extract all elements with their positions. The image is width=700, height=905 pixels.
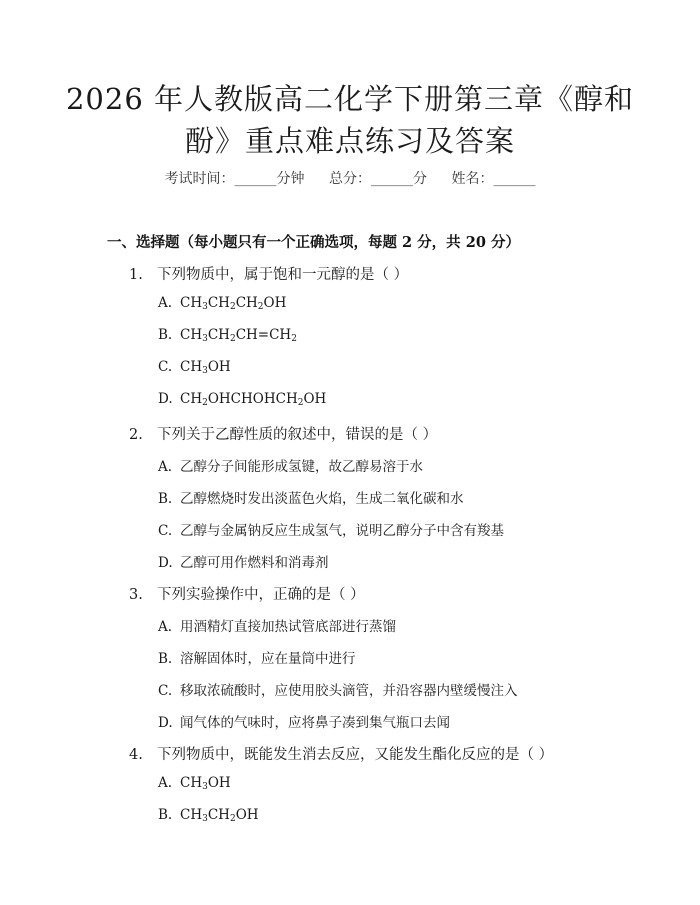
q3-option-d bbox=[158, 711, 450, 731]
option-letter: C. bbox=[158, 523, 173, 539]
option-formula: $CH_3CH_2CH_2OH$ bbox=[180, 295, 287, 312]
option-letter: A. bbox=[158, 295, 173, 311]
q4-option-b bbox=[158, 807, 259, 823]
title-line-1: 2026 年人教版高二化学下册第三章《醇和 bbox=[65, 82, 635, 116]
option-letter: D. bbox=[158, 555, 173, 571]
option-formula: $CH_3CH_2OH$ bbox=[180, 807, 259, 824]
option-text: 乙醇燃烧时发出淡蓝色火焰，生成二氧化碳和水 bbox=[180, 491, 464, 507]
title-line-2: 酚》重点难点练习及答案 bbox=[184, 124, 515, 158]
option-letter: B. bbox=[158, 651, 173, 667]
option-letter: A. bbox=[158, 775, 173, 791]
option-letter: B. bbox=[158, 491, 173, 507]
question-text: 下列物质中，既能发生消去反应，又能发生酯化反应的是（ ） bbox=[157, 747, 554, 763]
question-text: 下列实验操作中，正确的是（ ） bbox=[157, 587, 365, 603]
option-letter: C. bbox=[158, 359, 173, 375]
q3-option-a bbox=[158, 615, 396, 635]
exam-name: 姓名：______ bbox=[451, 171, 536, 187]
option-formula: $CH_3CH_2CH=CH_2$ bbox=[180, 327, 297, 344]
option-letter: B. bbox=[158, 327, 173, 343]
question-text: 下列物质中，属于饱和一元醇的是（ ） bbox=[157, 267, 409, 283]
q2-option-b bbox=[158, 487, 464, 507]
question-1 bbox=[129, 263, 408, 284]
option-letter: A. bbox=[158, 459, 173, 475]
option-text: 用酒精灯直接加热试管底部进行蒸馏 bbox=[180, 619, 396, 635]
option-letter: D. bbox=[158, 391, 173, 407]
option-text: 溶解固体时，应在量筒中进行 bbox=[180, 651, 356, 667]
q1-option-b bbox=[158, 327, 297, 343]
exam-time: 考试时间：______分钟 bbox=[164, 171, 305, 187]
question-number: 3. bbox=[129, 587, 143, 603]
question-number: 4. bbox=[129, 747, 143, 763]
option-text: 移取浓硫酸时，应使用胶头滴管，并沿容器内壁缓慢注入 bbox=[180, 683, 518, 699]
document-title bbox=[0, 78, 700, 162]
option-formula: $CH_3OH$ bbox=[180, 775, 231, 792]
exam-total-score: 总分：______分 bbox=[329, 171, 427, 187]
option-letter: D. bbox=[158, 715, 173, 731]
option-letter: A. bbox=[158, 619, 173, 635]
option-text: 乙醇分子间能形成氢键，故乙醇易溶于水 bbox=[180, 459, 423, 475]
q4-option-a bbox=[158, 775, 231, 791]
option-text: 乙醇可用作燃料和消毒剂 bbox=[180, 555, 329, 571]
q2-option-a bbox=[158, 455, 423, 475]
q3-option-c bbox=[158, 679, 518, 699]
option-letter: C. bbox=[158, 683, 173, 699]
q3-option-b bbox=[158, 647, 356, 667]
option-formula: $CH_3OH$ bbox=[180, 359, 231, 376]
exam-info bbox=[0, 168, 700, 188]
question-number: 2. bbox=[129, 427, 143, 443]
question-3 bbox=[129, 583, 365, 604]
question-4 bbox=[129, 743, 553, 764]
option-formula: $CH_2OHCHOHCH_2OH$ bbox=[180, 391, 327, 408]
question-2 bbox=[129, 423, 437, 444]
q1-option-a bbox=[158, 295, 286, 311]
question-text: 下列关于乙醇性质的叙述中，错误的是（ ） bbox=[157, 427, 438, 443]
q2-option-c bbox=[158, 519, 504, 539]
option-text: 闻气体的气味时，应将鼻子凑到集气瓶口去闻 bbox=[180, 715, 450, 731]
q2-option-d bbox=[158, 551, 329, 571]
question-number: 1. bbox=[129, 267, 143, 283]
q1-option-d bbox=[158, 391, 326, 407]
q1-option-c bbox=[158, 359, 231, 375]
option-text: 乙醇与金属钠反应生成氢气，说明乙醇分子中含有羧基 bbox=[180, 523, 504, 539]
option-letter: B. bbox=[158, 807, 173, 823]
section-heading: 一、选择题（每小题只有一个正确选项，每题 2 分，共 20 分） bbox=[107, 234, 520, 251]
